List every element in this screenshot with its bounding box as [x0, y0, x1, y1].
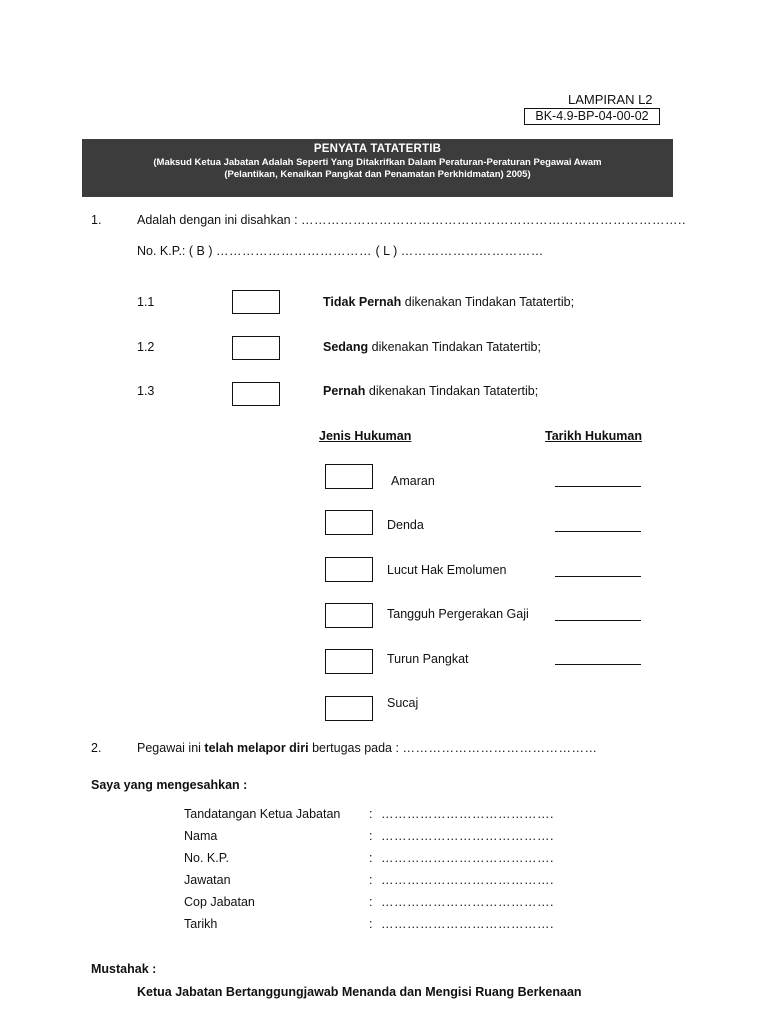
- report-duty-row: [137, 741, 597, 755]
- tangguh-pergerakan-gaji-checkbox[interactable]: [325, 603, 373, 628]
- option-1-1-rest: dikenakan Tindakan Tatatertib;: [401, 295, 575, 309]
- report-duty-date-field[interactable]: ………………………………………: [402, 741, 598, 755]
- lucut-hak-emolumen-date-field[interactable]: [555, 576, 641, 577]
- kp-b-field[interactable]: ………………………………: [215, 244, 372, 258]
- nama-field[interactable]: ………………………………….: [381, 829, 554, 843]
- option-1-2-checkbox[interactable]: [232, 336, 280, 360]
- turun-pangkat-date-field[interactable]: [555, 664, 641, 665]
- form-title-banner: [82, 139, 673, 197]
- kp-row: [137, 244, 544, 258]
- option-1-1-text: [323, 295, 574, 309]
- no-kp-field[interactable]: ………………………………….: [381, 851, 554, 865]
- lucut-hak-emolumen-label: Lucut Hak Emolumen: [387, 563, 507, 577]
- amaran-label: Amaran: [391, 474, 435, 488]
- kp-l-label: ( L ): [375, 244, 398, 258]
- option-1-2-text: [323, 340, 541, 354]
- form-subtitle-2: (Pelantikan, Kenaikan Pangkat dan Penamatan Perkhidmatan) 2005): [224, 169, 531, 180]
- field-colon: :: [369, 807, 373, 821]
- field-colon: :: [369, 895, 373, 909]
- jenis-hukuman-header: Jenis Hukuman: [319, 429, 412, 443]
- certify-name-field[interactable]: ……………………………………………………………………………..: [301, 213, 686, 227]
- option-1-1-bold: Tidak Pernah: [323, 295, 402, 309]
- note-heading: Mustahak :: [91, 962, 157, 976]
- amaran-checkbox[interactable]: [325, 464, 373, 489]
- sucaj-checkbox[interactable]: [325, 696, 373, 721]
- sucaj-label: Sucaj: [387, 696, 419, 710]
- denda-checkbox[interactable]: [325, 510, 373, 535]
- turun-pangkat-checkbox[interactable]: [325, 649, 373, 674]
- tandatangan-field[interactable]: ………………………………….: [381, 807, 554, 821]
- note-text: Ketua Jabatan Bertanggungjawab Menanda dan Mengisi Ruang Berkenaan: [137, 985, 582, 999]
- report-duty-pre: Pegawai ini: [137, 741, 205, 755]
- option-1-3-bold: Pernah: [323, 384, 366, 398]
- turun-pangkat-label: Turun Pangkat: [387, 652, 469, 666]
- field-colon: :: [369, 829, 373, 843]
- tangguh-pergerakan-gaji-date-field[interactable]: [555, 620, 641, 621]
- field-colon: :: [369, 917, 373, 931]
- field-colon: :: [369, 851, 373, 865]
- certify-label: Adalah dengan ini disahkan :: [137, 213, 298, 227]
- field-label-jawatan: Jawatan: [184, 873, 231, 887]
- field-label-no-kp: No. K.P.: [184, 851, 229, 865]
- lucut-hak-emolumen-checkbox[interactable]: [325, 557, 373, 582]
- amaran-date-field[interactable]: [555, 486, 641, 487]
- option-1-3-number: 1.3: [137, 384, 155, 398]
- report-duty-bold: telah melapor diri: [204, 741, 309, 755]
- option-1-2-bold: Sedang: [323, 340, 369, 354]
- kp-label: No. K.P.: ( B ): [137, 244, 213, 258]
- section-1-number: 1.: [91, 213, 102, 227]
- option-1-2-number: 1.2: [137, 340, 155, 354]
- option-1-3-text: [323, 384, 538, 398]
- denda-label: Denda: [387, 518, 424, 532]
- section-2-number: 2.: [91, 741, 102, 755]
- field-label-tandatangan: Tandatangan Ketua Jabatan: [184, 807, 341, 821]
- option-1-1-number: 1.1: [137, 295, 155, 309]
- jawatan-field[interactable]: ………………………………….: [381, 873, 554, 887]
- field-label-cop-jabatan: Cop Jabatan: [184, 895, 255, 909]
- signoff-heading: Saya yang mengesahkan :: [91, 778, 248, 792]
- option-1-3-rest: dikenakan Tindakan Tatatertib;: [365, 384, 539, 398]
- field-colon: :: [369, 873, 373, 887]
- form-subtitle-1: (Maksud Ketua Jabatan Adalah Seperti Yang Ditakrifkan Dalam Peraturan-Peraturan Pegawai Awam: [153, 157, 602, 168]
- tangguh-pergerakan-gaji-label: Tangguh Pergerakan Gaji: [387, 607, 529, 621]
- reference-code: BK-4.9-BP-04-00-02: [524, 108, 660, 125]
- tarikh-field[interactable]: ………………………………….: [381, 917, 554, 931]
- option-1-2-rest: dikenakan Tindakan Tatatertib;: [368, 340, 541, 354]
- denda-date-field[interactable]: [555, 531, 641, 532]
- form-title: PENYATA TATATERTIB: [313, 143, 442, 155]
- lampiran-label: LAMPIRAN L2: [568, 92, 653, 107]
- tarikh-hukuman-header: Tarikh Hukuman: [545, 429, 643, 443]
- certify-row: [137, 213, 686, 227]
- field-label-tarikh: Tarikh: [184, 917, 218, 931]
- option-1-1-checkbox[interactable]: [232, 290, 280, 314]
- kp-l-field[interactable]: ……………………………: [400, 244, 544, 258]
- field-label-nama: Nama: [184, 829, 218, 843]
- report-duty-post: bertugas pada :: [308, 741, 399, 755]
- cop-jabatan-field[interactable]: ………………………………….: [381, 895, 554, 909]
- option-1-3-checkbox[interactable]: [232, 382, 280, 406]
